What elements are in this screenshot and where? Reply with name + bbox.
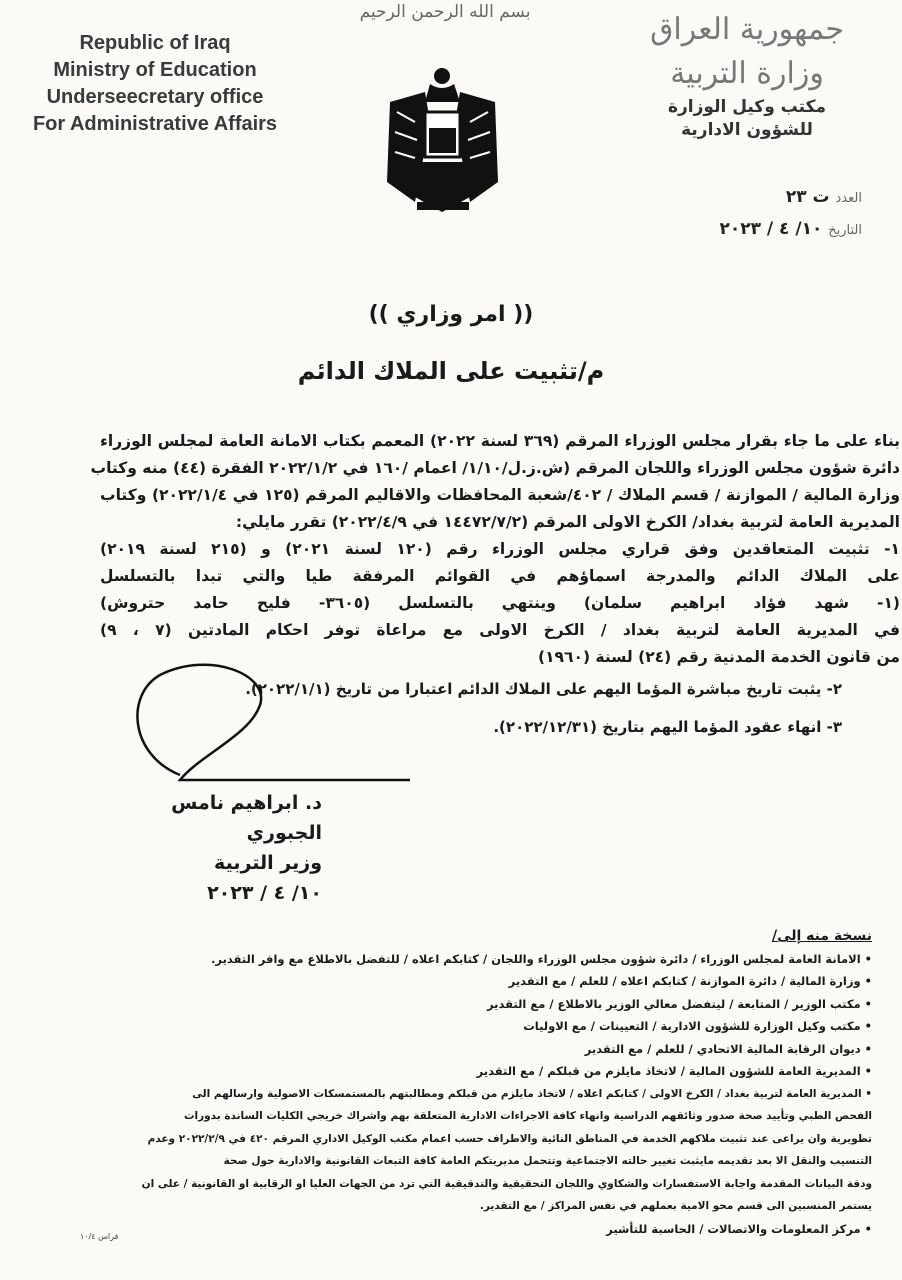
document-number: ت ٢٣ [785,187,830,207]
item1-line: في المديرية العامة لتربية بغداد / الكرخ الاولى مع مراعاة توفر احكام المادتين (٧ ، ٩) [100,621,901,639]
copy-item-long-line: تطويرية وان يراعى عند تثبيت ملاكهم الخدمة في المناطق النائية والاطراف حسب اعمام مكتب الوكيل الاداري المرقم ٤٢٠ في ٢٠٢٢/٢/٩ وعدم [147,1132,872,1145]
document-subject: م/تثبيت على الملاك الدائم [297,357,605,385]
basmala: بسم الله الرحمن الرحيم [359,2,531,22]
letterhead-line: جمهورية العراق [650,12,844,47]
signature-block [102,788,322,908]
letterhead-line: مكتب وكيل الوزارة [667,97,827,117]
letterhead-line: Underseecretary office [46,86,264,108]
copy-item-text: وزارة المالية / دائرة الموازنة / كتابكم اعلاه / للعلم / مع التقدير [508,974,861,988]
copy-item: • وزارة المالية / دائرة الموازنة / كتابكم اعلاه / للعلم / مع التقدير [508,974,872,988]
copy-item: • مركز المعلومات والاتصالات / الحاسبة للتأشير [606,1221,872,1236]
item-2: ٢- يثبت تاريخ مباشرة المؤما اليهم على الملاك الدائم اعتبارا من تاريخ (٢٠٢٢/١/١). [245,680,842,698]
copy-item-text: ديوان الرقابة المالية الاتحادي / للعلم / مع التقدير [584,1041,861,1056]
copy-item: • المديرية العامة للشؤون المالية / لاتخاذ مايلزم من قبلكم / مع التقدير [476,1064,872,1078]
copies-heading: نسخة منه إلى/ [771,928,872,944]
handwritten-signature-icon [120,655,420,795]
signatory-name: د. ابراهيم نامس الجبوري [171,792,322,844]
copy-item-long-line: الفحص الطبي وتأييد صحة صدور وثائقهم الدراسية وانهاء كافة الاجراءات الادارية المتعلقة بهم واشراك خريجي الكليات الساندة بدورات [183,1110,872,1122]
copy-item-long-line: التنسيب والنقل الا بعد تقديمه مايثبت تغيير حالته الاجتماعية وتتحمل مديريتكم العامة كافة التبعات القانونية والادارية حول صحة [223,1155,872,1167]
iraq-eagle-emblem-icon [385,62,500,217]
document-date: ١٠/ ٤ / ٢٠٢٣ [719,219,823,239]
document-meta [719,182,862,246]
arabic-letterhead [622,8,872,142]
typist-initials: فراس ١٠/٤ [80,1232,119,1241]
copy-item-text: مكتب وكيل الوزارة للشؤون الادارية / التعيينات / مع الاوليات [523,1019,861,1033]
copy-item-text: المديرية العامة لتربية بغداد / الكرخ الاولى / كتابكم اعلاه / لاتخاذ مايلزم من قبلكم ومطالبتهم بالمستمسكات الاصولية وارسالهم الى [192,1087,862,1100]
body-line: المديرية العامة لتربية بغداد/ الكرخ الاولى المرقم (١٤٤٧٢/٧/٢ في ٢٠٢٢/٤/٩) تقرر مايلي: [235,513,900,531]
signatory-position: وزير التربية [214,852,322,874]
body-line: دائرة شؤون مجلس الوزراء واللجان المرقم (ش.ز.ل/١/١٠/ اعمام /١٦٠ في ٢٠٢٢/١/٢ الفقرة (٤٤) منه وكتاب [90,459,900,477]
copy-item-text: المديرية العامة للشؤون المالية / لاتخاذ مايلزم من قبلكم / مع التقدير [476,1064,861,1078]
copy-item: • مكتب الوزير / المتابعة / ليتفضل معالي الوزير بالاطلاع / مع التقدير [487,996,872,1011]
letterhead-line: Republic of Iraq [79,32,231,54]
copy-item-long: • المديرية العامة لتربية بغداد / الكرخ الاولى / كتابكم اعلاه / لاتخاذ مايلزم من قبلكم ومطالبتهم بالمستمسكات الاصولية وارسالهم الى [192,1087,872,1100]
item1-line: (١- شهد فؤاد ابراهيم سلمان) وينتهي بالتسلسل (٣٦٠٥- فليح حامد حتروش) [100,594,900,612]
copy-item-long-line: يستمر المنسبين الى قسم محو الامية بعملهم في نفس المراكز / مع التقدير. [479,1200,872,1212]
copy-item-text: الامانة العامة لمجلس الوزراء / دائرة شؤون مجلس الوزراء واللجان / كتابكم اعلاه / للتفضل بالاطلاع مع وافر التقدير. [211,951,861,966]
body-line: بناء على ما جاء بقرار مجلس الوزراء المرقم (٣٦٩ لسنة ٢٠٢٢) المعمم بكتاب الامانة العامة لمجلس الوزراء [100,432,900,450]
copies-list [42,925,872,1240]
document-body [90,428,901,671]
item-3: ٣- انهاء عقود المؤما اليهم بتاريخ (٢٠٢٢/١٢/٣١). [493,718,842,736]
date-label: التاريخ [828,223,862,238]
letterhead-line: Ministry of Education [53,59,257,81]
document-type: (( امر وزاري )) [368,302,534,327]
letterhead-line: For Administrative Affairs [32,113,278,135]
number-label: العدد [835,191,862,206]
copy-item: • مكتب وكيل الوزارة للشؤون الادارية / التعيينات / مع الاوليات [523,1019,872,1033]
item1-line: من قانون الخدمة المدنية رقم (٢٤) لسنة (١٩٦٠) [538,648,900,666]
signature-date: ١٠/ ٤ / ٢٠٢٣ [207,882,322,904]
copy-item: • الامانة العامة لمجلس الوزراء / دائرة شؤون مجلس الوزراء واللجان / كتابكم اعلاه / للتفضل بالاطلاع مع وافر التقدير. [211,951,872,966]
copy-item-long-line: ودقة البيانات المقدمة واجابة الاستفسارات والشكاوي واللجان التحقيقية والتدقيقية التي ترد من الجهات العليا او الرقابية او القانونية / على ان [141,1177,872,1190]
body-line: وزارة المالية / الموازنة / قسم الملاك / ٤٠٢/شعبة المحافظات والاقاليم المرقم (١٢٥ في ٢٠٢٢/١/٤) وكتاب [100,486,900,504]
copy-item-text: مكتب الوزير / المتابعة / ليتفضل معالي الوزير بالاطلاع / مع التقدير [487,996,861,1011]
letterhead-line: وزارة التربية [670,56,824,91]
english-letterhead [10,30,300,138]
item1-line: على الملاك الدائم والمدرجة اسماؤهم في القوائم المرفقة طيا والتي تبدا بالتسلسل [100,567,900,585]
item1-line: ١- تثبيت المتعاقدين وفق قراري مجلس الوزراء رقم (١٢٠ لسنة ٢٠٢١) و (٢١٥ لسنة ٢٠١٩) [100,540,900,558]
letterhead-line: للشؤون الادارية [681,120,813,140]
copy-item-text: مركز المعلومات والاتصالات / الحاسبة للتأشير [606,1221,861,1236]
copy-item: • ديوان الرقابة المالية الاتحادي / للعلم / مع التقدير [584,1041,872,1056]
